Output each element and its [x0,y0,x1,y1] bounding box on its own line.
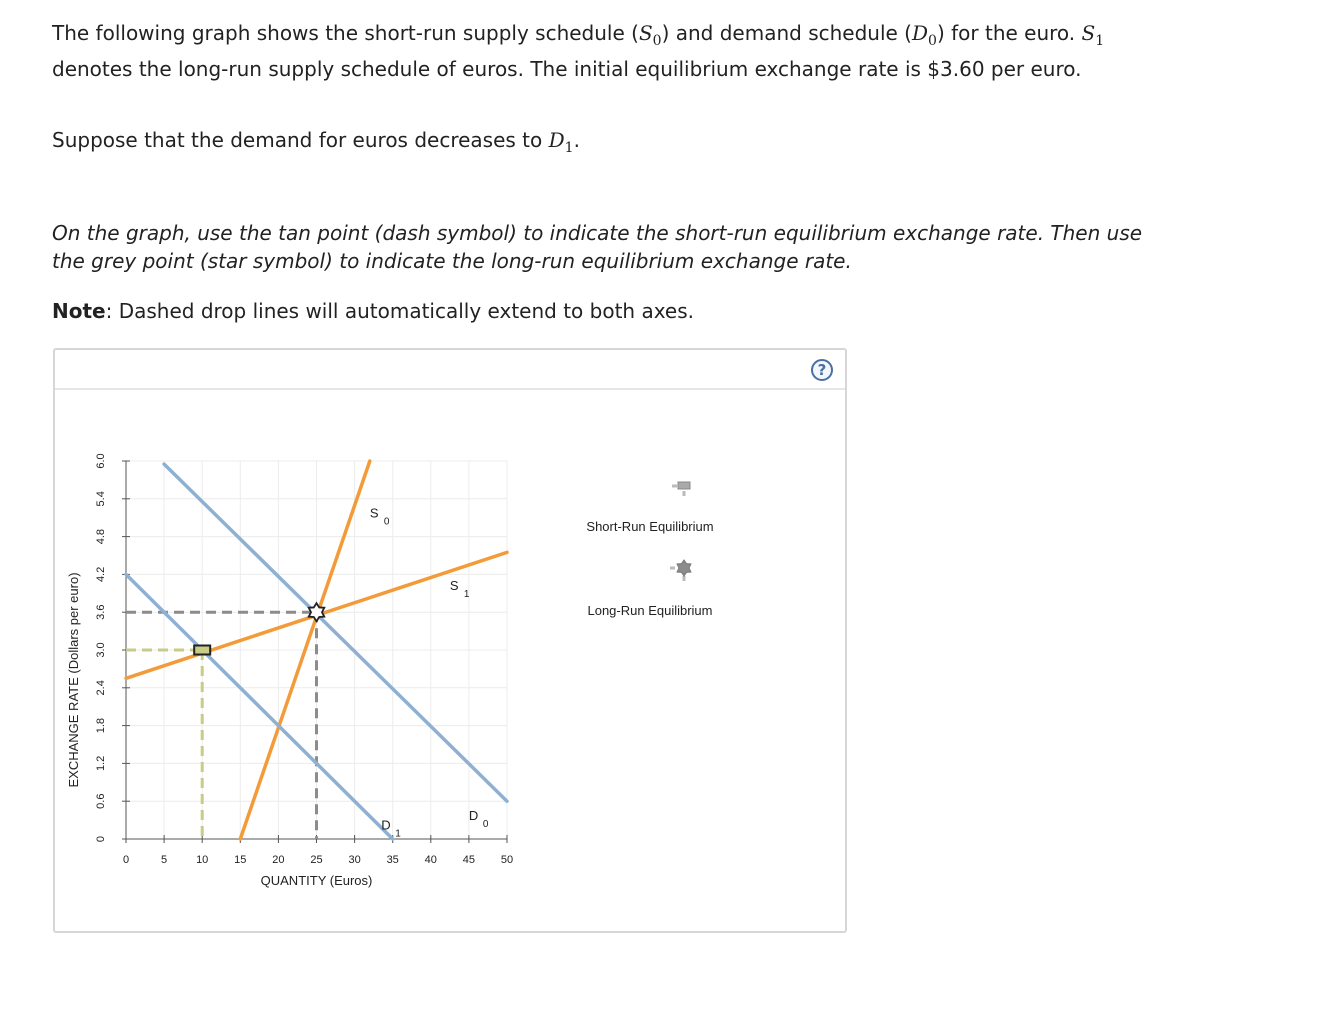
legend-long-run [670,560,691,581]
scenario-paragraph: Suppose that the demand for euros decreases to $D_1$. [52,128,580,156]
legend-label-long-run: Long-Run Equilibrium [587,603,713,618]
curve-label-sub: 1 [395,828,401,840]
y-axis-title: EXCHANGE RATE (Dollars per euro) [66,572,81,788]
y-tick-label: 1.2 [95,755,107,772]
x-tick-label: 30 [348,854,361,866]
y-tick-label: 1.8 [95,717,107,734]
y-tick-label: 6.0 [95,453,107,469]
x-tick-label: 25 [310,854,323,866]
help-icon[interactable]: ? [811,359,833,381]
curve-label-sub: 0 [383,516,390,528]
intro-paragraph: The following graph shows the short-run supply schedule $(S_0)$ and demand schedule $(D_0)$ for the euro. $S_1$ denotes the long-run supply schedule of euros. The initial equilibrium exchange rate is $3.60 per euro. [52,21,1105,81]
legend-label-short-run: Short-Run Equilibrium [586,519,714,534]
x-tick-label: 0 [122,854,130,866]
y-tick-label: 0 [95,835,107,843]
x-tick-label: 10 [196,854,209,866]
y-tick-label: 3.6 [95,604,107,620]
y-tick-label: 2.4 [95,680,107,696]
x-tick-label: 45 [462,854,476,866]
curve-label-sub: 1 [463,589,470,601]
x-tick-label: 15 [234,854,247,866]
curve-label-s0: S [369,505,379,521]
x-tick-label: 50 [500,854,514,866]
instructions-paragraph: On the graph, use the tan point (dash symbol) to indicate the short-run equilibrium exchange rate. Then use the grey point (star symbol) to indicate the long-run equilibrium exchange rate. [52,221,1143,273]
y-tick-label: 4.2 [95,566,107,583]
legend [586,482,713,618]
x-tick-label: 5 [161,854,168,866]
x-tick-label: 40 [424,854,437,866]
chart-axes [66,453,513,888]
note-label: Note [52,299,106,323]
curve-d1 [126,574,393,839]
y-tick-label: 0.6 [95,793,107,809]
curve-d0 [164,464,507,801]
y-tick-label: 5.4 [95,491,107,507]
y-tick-label: 4.8 [95,528,107,545]
x-axis-title: QUANTITY (Euros) [260,873,373,888]
note-text: : Dashed drop lines will automatically extend to both axes. [105,299,695,323]
short-run-equilibrium-point [194,646,210,655]
curve-label-sub: 0 [482,819,489,831]
curve-label-d1: D [381,817,391,833]
curve-label-s1: S [449,578,459,594]
y-tick-label: 3.0 [95,642,107,658]
curve-label-d0: D [468,808,479,824]
x-tick-label: 20 [272,854,285,866]
legend-short-run [672,482,690,496]
x-tick-label: 35 [386,854,399,866]
